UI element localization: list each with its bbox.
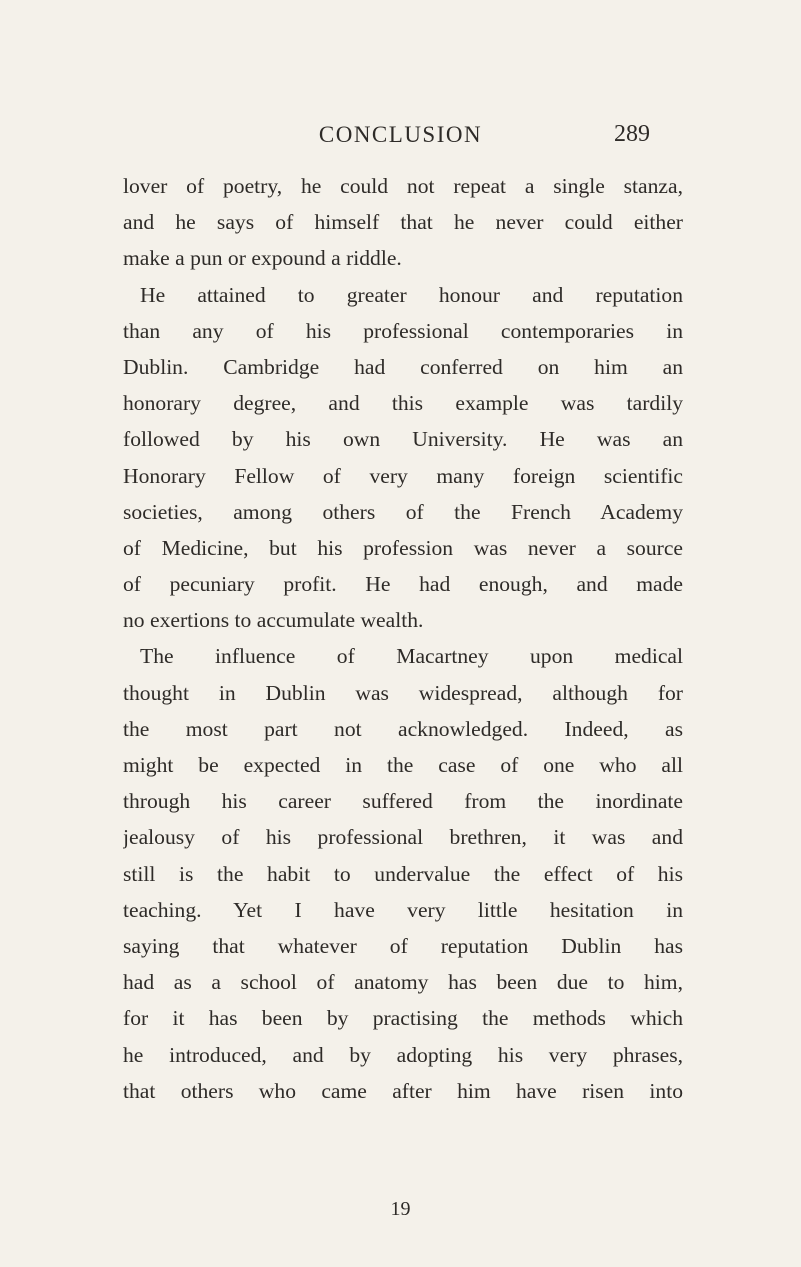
page-number: 289 — [614, 121, 650, 147]
text-line: than any of his professional contemporaries in — [123, 318, 683, 343]
text-line: societies, among others of the French Academy — [123, 499, 683, 524]
text-line: lover of poetry, he could not repeat a single stanza, — [123, 174, 683, 198]
text-line: followed by his own University. He was an — [123, 427, 683, 452]
text-line: through his career suffered from the inordinate — [123, 789, 683, 814]
signature-mark: 19 — [390, 1198, 411, 1220]
text-line: still is the habit to undervalue the effect of his — [123, 861, 683, 886]
text-line: for it has been by practising the methods which — [123, 1006, 683, 1031]
text-line: He attained to greater honour and reputation — [140, 282, 683, 307]
text-line: and he says of himself that he never could either — [123, 210, 683, 235]
text-line: had as a school of anatomy has been due to him, — [123, 970, 683, 995]
text-line: Honorary Fellow of very many foreign scientific — [123, 463, 683, 488]
text-line: of Medicine, but his profession was never a source — [123, 535, 683, 560]
text-line: honorary degree, and this example was tardily — [123, 391, 683, 416]
text-line: that others who came after him have risen into — [123, 1078, 683, 1103]
text-line: saying that whatever of reputation Dublin has — [123, 933, 683, 958]
text-line: of pecuniary profit. He had enough, and made — [123, 572, 683, 597]
text-line: he introduced, and by adopting his very phrases, — [123, 1042, 683, 1067]
text-line: Dublin. Cambridge had conferred on him an — [123, 354, 683, 379]
text-line: The influence of Macartney upon medical — [140, 644, 683, 669]
text-line: might be expected in the case of one who all — [123, 753, 683, 777]
text-line: thought in Dublin was widespread, although for — [123, 680, 683, 705]
body-text — [123, 168, 683, 1109]
text-line: jealousy of his professional brethren, it was and — [123, 825, 683, 850]
text-line: make a pun or expound a riddle. — [123, 246, 402, 271]
text-line: no exertions to accumulate wealth. — [123, 608, 424, 633]
running-header-title: CONCLUSION — [318, 122, 483, 147]
text-line: the most part not acknowledged. Indeed, as — [123, 716, 683, 741]
text-line: teaching. Yet I have very little hesitation in — [123, 897, 683, 922]
